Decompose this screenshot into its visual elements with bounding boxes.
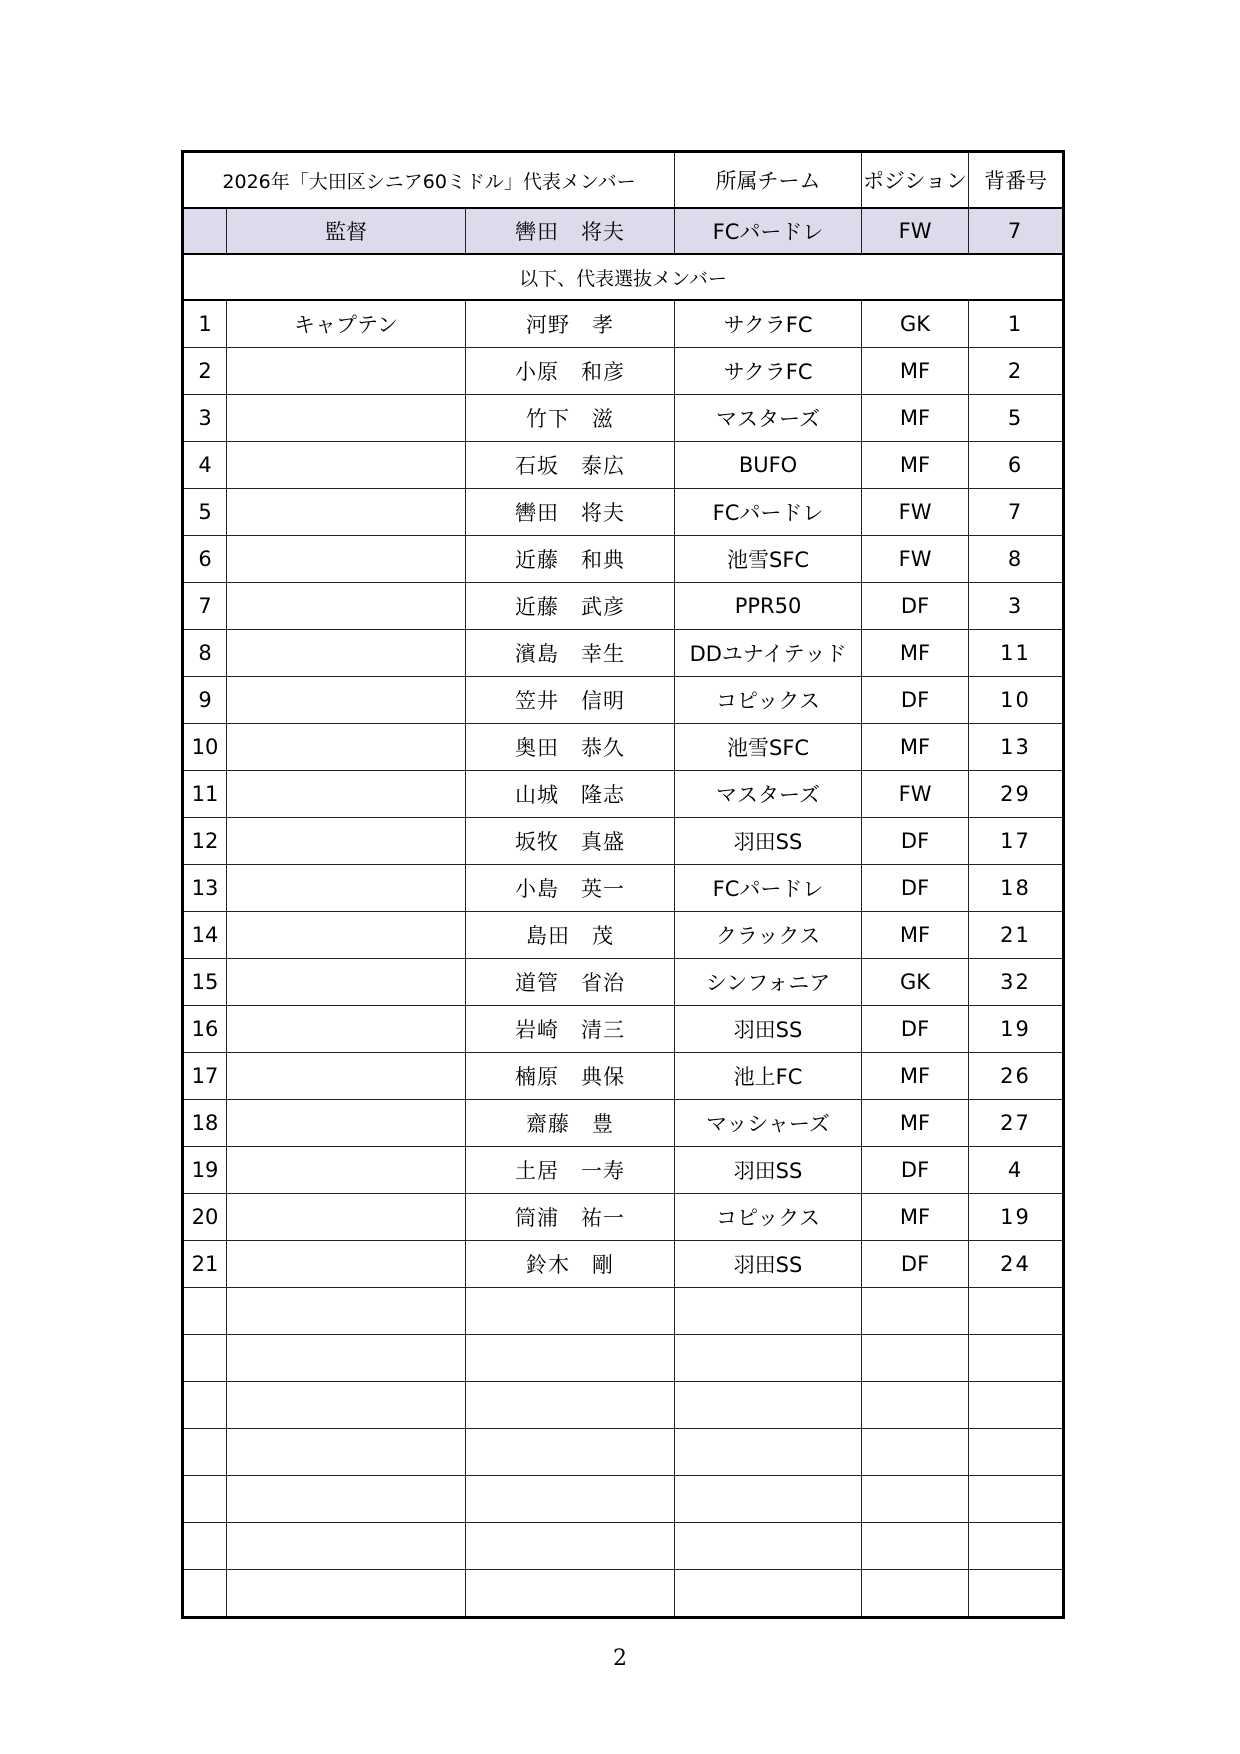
empty-cell [675,1382,862,1429]
member-role [227,442,466,489]
member-team: マッシャーズ [675,1100,862,1147]
empty-cell [675,1523,862,1570]
empty-cell [862,1382,969,1429]
empty-cell [969,1570,1064,1618]
member-position: DF [862,1147,969,1194]
member-role [227,536,466,583]
member-number: 29 [969,771,1064,818]
member-number: 4 [969,1147,1064,1194]
member-name: 島田 茂 [466,912,675,959]
empty-cell [675,1570,862,1618]
member-team: DDユナイテッド [675,630,862,677]
member-name: 鈴木 剛 [466,1241,675,1288]
empty-cell [969,1335,1064,1382]
member-index: 14 [183,912,227,959]
empty-cell [227,1523,466,1570]
empty-cell [466,1288,675,1335]
member-position: MF [862,395,969,442]
member-number: 2 [969,348,1064,395]
empty-row [183,1570,1064,1618]
member-position: FW [862,771,969,818]
member-team: マスターズ [675,771,862,818]
member-index: 10 [183,724,227,771]
header-row [183,152,1064,209]
member-name: 河野 孝 [466,300,675,348]
member-number: 5 [969,395,1064,442]
member-index: 5 [183,489,227,536]
member-number: 7 [969,489,1064,536]
member-role [227,395,466,442]
coach-index-cell [183,208,227,254]
member-name: 坂牧 真盛 [466,818,675,865]
member-row [183,1006,1064,1053]
member-name: 小原 和彦 [466,348,675,395]
member-index: 20 [183,1194,227,1241]
coach-number: 7 [969,208,1064,254]
number-column-header: 背番号 [969,152,1064,209]
member-team: マスターズ [675,395,862,442]
empty-cell [227,1288,466,1335]
page-number: 2 [613,1646,627,1671]
empty-cell [183,1382,227,1429]
member-position: MF [862,1053,969,1100]
member-number: 21 [969,912,1064,959]
member-name: 土居 一寿 [466,1147,675,1194]
member-role [227,1147,466,1194]
member-index: 17 [183,1053,227,1100]
member-row [183,724,1064,771]
member-index: 15 [183,959,227,1006]
member-row [183,395,1064,442]
empty-cell [227,1476,466,1523]
member-index: 21 [183,1241,227,1288]
member-index: 3 [183,395,227,442]
member-role [227,865,466,912]
member-row [183,959,1064,1006]
member-name: 小島 英一 [466,865,675,912]
member-role [227,818,466,865]
member-position: MF [862,1194,969,1241]
empty-row [183,1476,1064,1523]
member-row [183,630,1064,677]
member-team: 池上FC [675,1053,862,1100]
roster-table [181,150,1065,1619]
empty-cell [675,1335,862,1382]
member-team: サクラFC [675,300,862,348]
member-name: 岩崎 清三 [466,1006,675,1053]
member-row [183,489,1064,536]
member-number: 8 [969,536,1064,583]
empty-row [183,1288,1064,1335]
member-role [227,348,466,395]
member-name: 齋藤 豊 [466,1100,675,1147]
empty-cell [969,1523,1064,1570]
member-position: MF [862,348,969,395]
empty-cell [862,1523,969,1570]
member-name: 石坂 泰広 [466,442,675,489]
member-number: 24 [969,1241,1064,1288]
member-row [183,818,1064,865]
member-role [227,724,466,771]
member-index: 2 [183,348,227,395]
member-name: 近藤 和典 [466,536,675,583]
member-index: 7 [183,583,227,630]
member-position: FW [862,489,969,536]
member-role: キャプテン [227,300,466,348]
member-role [227,771,466,818]
member-team: サクラFC [675,348,862,395]
member-team: 池雪SFC [675,724,862,771]
member-team: FCパードレ [675,489,862,536]
member-index: 1 [183,300,227,348]
member-role [227,489,466,536]
empty-cell [227,1335,466,1382]
member-team: 羽田SS [675,818,862,865]
empty-cell [227,1429,466,1476]
roster-title: 2026年「大田区シニア60ミドル」代表メンバー [183,152,675,209]
position-column-header: ポジション [862,152,969,209]
empty-cell [466,1476,675,1523]
member-number: 19 [969,1194,1064,1241]
member-index: 16 [183,1006,227,1053]
member-role [227,1006,466,1053]
empty-cell [862,1429,969,1476]
empty-cell [862,1476,969,1523]
empty-cell [466,1382,675,1429]
empty-cell [969,1476,1064,1523]
member-name: 楠原 典保 [466,1053,675,1100]
member-index: 12 [183,818,227,865]
coach-name: 轡田 将夫 [466,208,675,254]
roster-body [183,152,1064,1618]
member-index: 11 [183,771,227,818]
empty-cell [227,1382,466,1429]
member-name: 奥田 恭久 [466,724,675,771]
member-index: 4 [183,442,227,489]
member-position: DF [862,583,969,630]
member-row [183,1053,1064,1100]
empty-cell [862,1570,969,1618]
member-name: 濱島 幸生 [466,630,675,677]
member-name: 道管 省治 [466,959,675,1006]
member-number: 17 [969,818,1064,865]
team-column-header: 所属チーム [675,152,862,209]
member-number: 27 [969,1100,1064,1147]
coach-team: FCパードレ [675,208,862,254]
member-team: 羽田SS [675,1147,862,1194]
member-row [183,583,1064,630]
member-row [183,865,1064,912]
member-role [227,959,466,1006]
member-team: コピックス [675,1194,862,1241]
member-index: 18 [183,1100,227,1147]
member-role [227,583,466,630]
member-index: 8 [183,630,227,677]
member-team: BUFO [675,442,862,489]
member-team: シンフォニア [675,959,862,1006]
subheader-row [183,254,1064,300]
empty-cell [466,1570,675,1618]
member-number: 26 [969,1053,1064,1100]
empty-cell [183,1288,227,1335]
empty-cell [466,1335,675,1382]
member-name: 笠井 信明 [466,677,675,724]
member-position: GK [862,959,969,1006]
member-row [183,1194,1064,1241]
member-index: 9 [183,677,227,724]
coach-row [183,208,1064,254]
empty-cell [183,1570,227,1618]
member-position: DF [862,865,969,912]
member-name: 山城 隆志 [466,771,675,818]
member-row [183,442,1064,489]
member-position: MF [862,912,969,959]
empty-cell [969,1288,1064,1335]
member-team: クラックス [675,912,862,959]
empty-cell [466,1523,675,1570]
empty-row [183,1429,1064,1476]
member-position: FW [862,536,969,583]
empty-cell [227,1570,466,1618]
empty-cell [183,1335,227,1382]
empty-cell [675,1288,862,1335]
member-position: MF [862,1100,969,1147]
member-position: DF [862,1241,969,1288]
coach-role: 監督 [227,208,466,254]
member-row [183,1241,1064,1288]
empty-cell [183,1429,227,1476]
member-index: 6 [183,536,227,583]
member-team: PPR50 [675,583,862,630]
member-row [183,536,1064,583]
empty-cell [675,1429,862,1476]
member-number: 18 [969,865,1064,912]
empty-cell [466,1429,675,1476]
member-role [227,630,466,677]
member-row [183,348,1064,395]
member-row [183,300,1064,348]
member-position: DF [862,1006,969,1053]
member-number: 6 [969,442,1064,489]
empty-cell [183,1476,227,1523]
member-name: 竹下 滋 [466,395,675,442]
member-position: MF [862,724,969,771]
member-name: 轡田 将夫 [466,489,675,536]
coach-position: FW [862,208,969,254]
empty-cell [862,1335,969,1382]
member-position: MF [862,442,969,489]
member-position: GK [862,300,969,348]
member-number: 11 [969,630,1064,677]
member-role [227,1194,466,1241]
empty-row [183,1335,1064,1382]
member-number: 32 [969,959,1064,1006]
member-role [227,1100,466,1147]
member-team: 羽田SS [675,1241,862,1288]
member-team: コピックス [675,677,862,724]
member-row [183,771,1064,818]
member-row [183,677,1064,724]
member-name: 近藤 武彦 [466,583,675,630]
empty-cell [675,1476,862,1523]
member-position: DF [862,818,969,865]
member-position: MF [862,630,969,677]
member-team: 羽田SS [675,1006,862,1053]
empty-cell [862,1288,969,1335]
member-number: 1 [969,300,1064,348]
subheader-text: 以下、代表選抜メンバー [183,254,1064,300]
member-number: 3 [969,583,1064,630]
member-row [183,1100,1064,1147]
member-team: 池雪SFC [675,536,862,583]
empty-row [183,1382,1064,1429]
member-row [183,1147,1064,1194]
member-row [183,912,1064,959]
member-index: 19 [183,1147,227,1194]
empty-row [183,1523,1064,1570]
empty-cell [183,1523,227,1570]
member-name: 筒浦 祐一 [466,1194,675,1241]
member-role [227,1241,466,1288]
empty-cell [969,1382,1064,1429]
empty-cell [969,1429,1064,1476]
member-number: 19 [969,1006,1064,1053]
member-number: 13 [969,724,1064,771]
member-index: 13 [183,865,227,912]
member-position: DF [862,677,969,724]
member-role [227,912,466,959]
member-role [227,1053,466,1100]
member-role [227,677,466,724]
member-number: 10 [969,677,1064,724]
member-team: FCパードレ [675,865,862,912]
